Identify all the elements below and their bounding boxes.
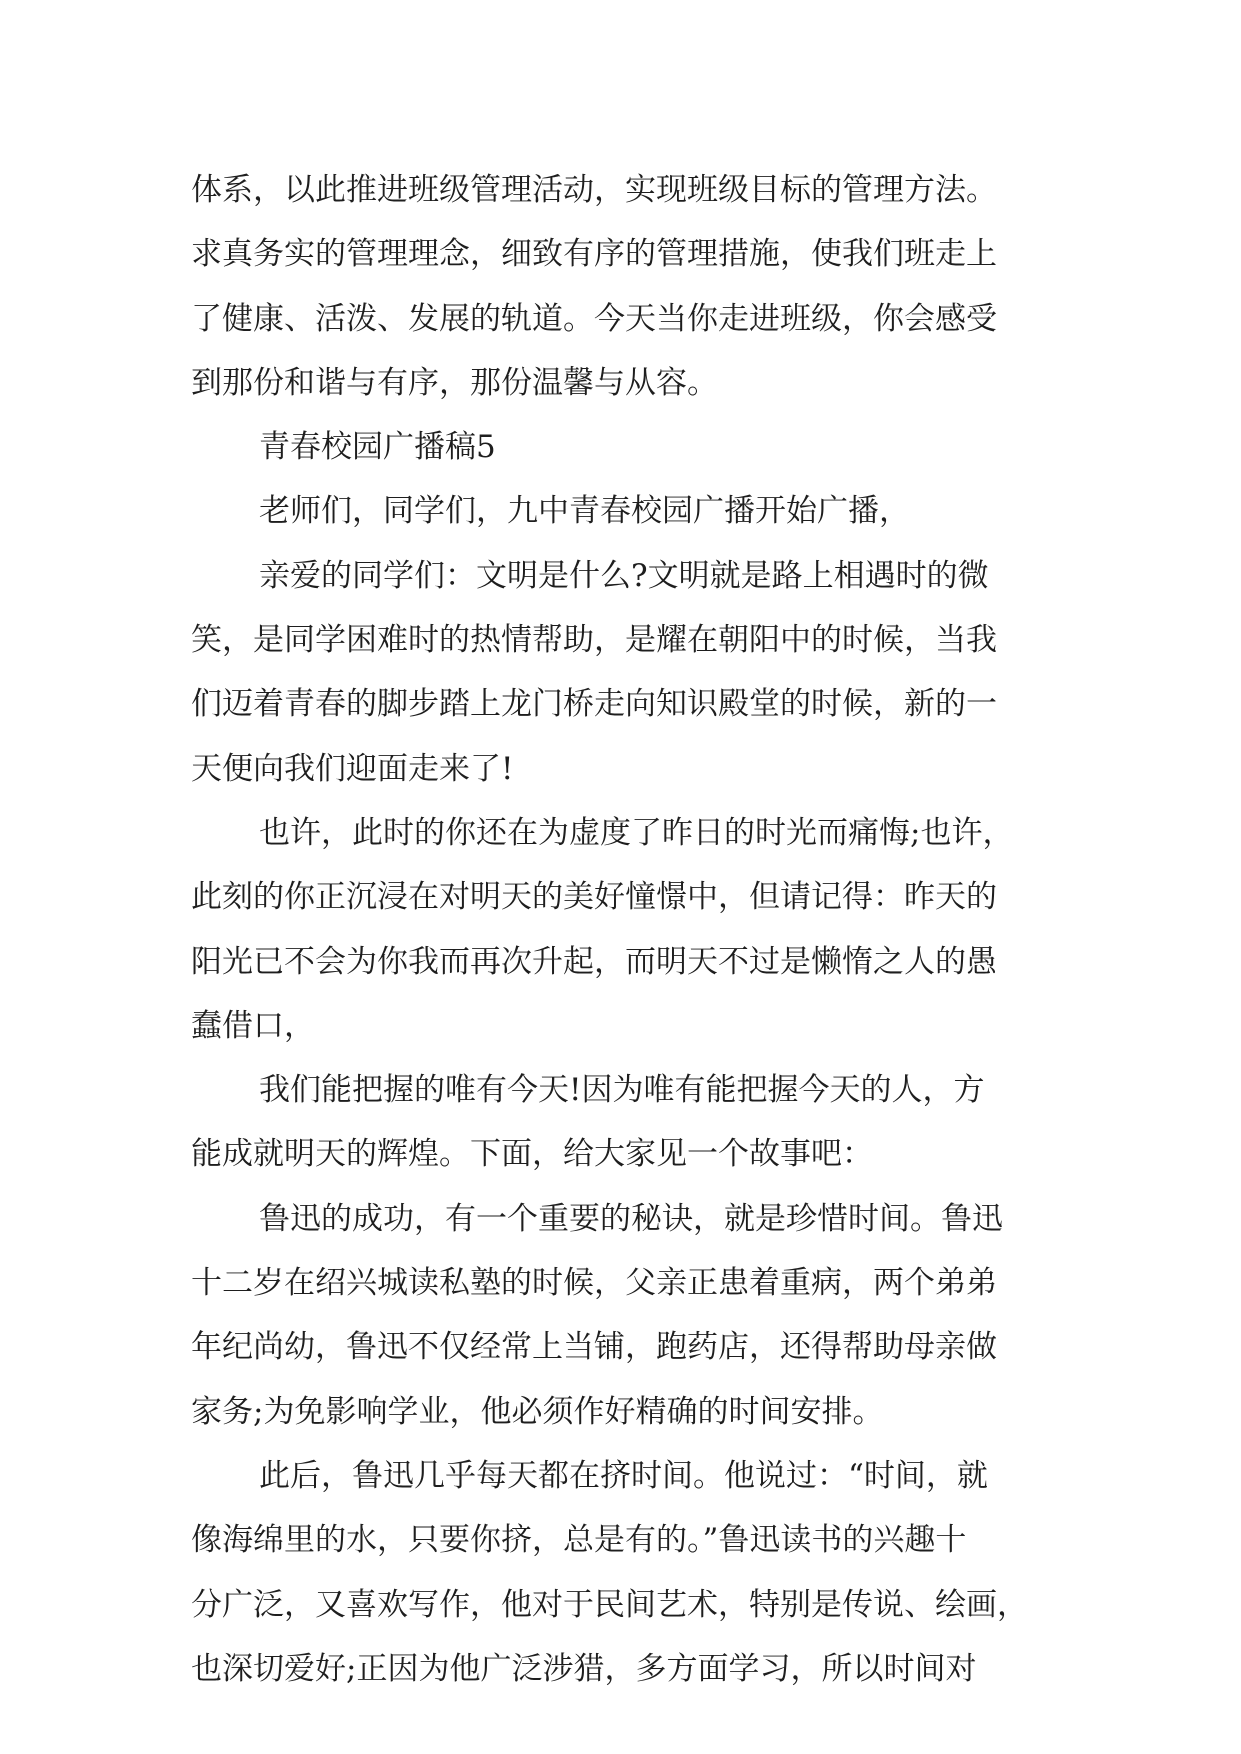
text-line: 阳光已不会为你我而再次升起，而明天不过是懒惰之人的愚 xyxy=(191,943,997,980)
text-line: 到那份和谐与有序，那份温馨与从容。 xyxy=(191,364,718,401)
text-line: 也深切爱好;正因为他广泛涉猎，多方面学习，所以时间对 xyxy=(191,1650,977,1687)
text-line: 老师们，同学们，九中青春校园广播开始广播， xyxy=(259,493,910,530)
text-line: 此后，鲁迅几乎每天都在挤时间。他说过：“时间，就 xyxy=(259,1457,988,1494)
text-line: 能成就明天的辉煌。下面，给大家见一个故事吧： xyxy=(191,1136,873,1173)
text-line: 十二岁在绍兴城读私塾的时候，父亲正患着重病，两个弟弟 xyxy=(191,1265,997,1302)
text-line: 家务;为免影响学业，他必须作好精确的时间安排。 xyxy=(191,1393,884,1430)
text-line: 亲爱的同学们：文明是什么?文明就是路上相遇时的微 xyxy=(259,557,989,594)
text-line: 我们能把握的唯有今天!因为唯有能把握今天的人，方 xyxy=(259,1072,985,1109)
text-line: 年纪尚幼，鲁迅不仅经常上当铺，跑药店，还得帮助母亲做 xyxy=(191,1329,997,1366)
text-line: 也许，此时的你还在为虚度了昨日的时光而痛悔;也许， xyxy=(259,814,1014,851)
text-line: 体系，以此推进班级管理活动，实现班级目标的管理方法。 xyxy=(191,172,997,208)
text-line: 们迈着青春的脚步踏上龙门桥走向知识殿堂的时候，新的一 xyxy=(191,686,997,723)
document-body xyxy=(191,158,1061,1701)
text-line: 像海绵里的水，只要你挤，总是有的。”鲁迅读书的兴趣十 xyxy=(191,1522,967,1559)
text-line: 鲁迅的成功，有一个重要的秘诀，就是珍惜时间。鲁迅 xyxy=(259,1200,1003,1237)
text-line: 笑，是同学困难时的热情帮助，是耀在朝阳中的时候，当我 xyxy=(191,622,997,659)
text-line: 求真务实的管理理念，细致有序的管理措施，使我们班走上 xyxy=(191,236,997,273)
text-line: 此刻的你正沉浸在对明天的美好憧憬中，但请记得：昨天的 xyxy=(191,879,997,916)
text-line: 分广泛，又喜欢写作，他对于民间艺术，特别是传说、绘画， xyxy=(191,1586,1028,1623)
text-line: 蠢借口， xyxy=(191,1007,315,1044)
text-line: 了健康、活泼、发展的轨道。今天当你走进班级，你会感受 xyxy=(191,300,997,337)
section-heading: 青春校园广播稿5 xyxy=(259,429,496,466)
text-line: 天便向我们迎面走来了! xyxy=(191,750,514,787)
